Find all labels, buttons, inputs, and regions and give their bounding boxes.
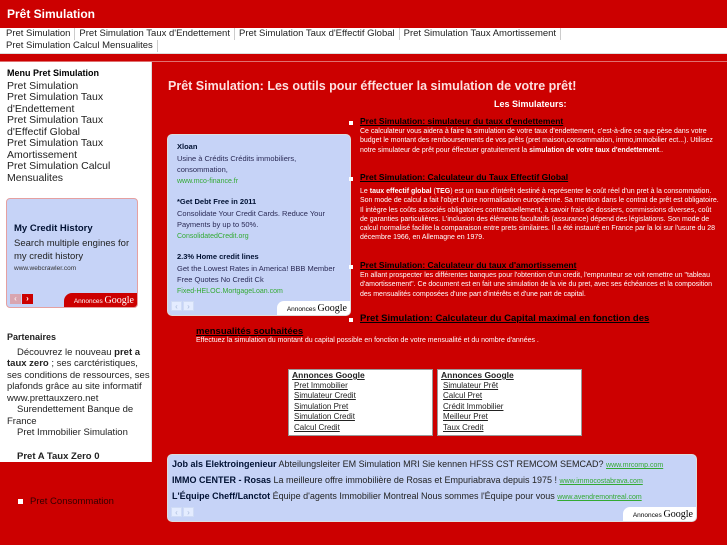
chevron-left-icon[interactable]: ‹ <box>171 507 182 517</box>
chevron-right-icon[interactable]: › <box>183 301 194 311</box>
ad-item-title[interactable]: Xloan <box>177 142 198 151</box>
link-unit-item[interactable]: Pret Immobilier <box>294 380 348 390</box>
google-logo: Google <box>317 303 347 314</box>
page-title: Prêt Simulation: Les outils pour éffectuer la simulation de votre prêt! <box>168 79 577 93</box>
link-unit-item[interactable]: Simulation Pret <box>294 401 349 411</box>
sidebar-item-calcul-mensualites[interactable]: Pret Simulation Calcul Mensualites <box>7 160 111 184</box>
simulator-teg-pre: Le <box>360 188 370 196</box>
main-ad-nav <box>171 301 195 312</box>
simulator-amortissement-link[interactable]: Pret Simulation: Calculateur du taux d'amortissement <box>360 261 720 270</box>
link-unit-heading[interactable]: Annonces Google <box>292 370 365 380</box>
ad-item-body: Consolidate Your Credit Cards. Reduce Your Payments by up to 50%. <box>177 208 326 229</box>
topnav-item-taux-amortissement[interactable]: Pret Simulation Taux Amortissement <box>404 28 561 40</box>
sidebar-item-taux-endettement[interactable]: Pret Simulation Taux d'Endettement <box>7 91 104 115</box>
partner-link-pret-immobilier[interactable]: Pret Immobilier Simulation <box>17 427 128 438</box>
sidebar-item-taux-effectif-global[interactable]: Pret Simulation Taux d'Effectif Global <box>7 114 104 138</box>
main-ad-unit <box>167 134 351 316</box>
link-unit-item[interactable]: Calcul Pret <box>443 391 483 400</box>
google-logo: Google <box>104 295 134 306</box>
chevron-right-icon[interactable]: › <box>183 507 194 517</box>
partners-intro <box>7 347 152 405</box>
sidebar-ad-body[interactable]: Search multiple engines for my credit history <box>14 238 130 262</box>
adchoices-badge[interactable] <box>623 507 696 521</box>
bottom-ad-body: Abteilungsleiter EM Simulation MRI Sie kennen HFSS CST REMCOM SEMCAD? <box>278 459 604 469</box>
bottom-ad-title[interactable]: IMMO CENTER - Rosas <box>172 475 272 485</box>
simulator-amortissement-desc: En allant prospecter les différentes banques pour l'obtention d'un credit, l'emprunteur se voit remettre un "tableau d'amortissement". Ce document est en fait une simulation de la vie du pret, avec ses échéances et la composition des mensualités composées d'une part d'intérêts et d'une part de capital. <box>360 272 713 298</box>
sidebar-item-pret-simulation[interactable]: Pret Simulation <box>7 79 79 92</box>
sidebar-ad-nav <box>10 293 34 304</box>
bottom-ad-nav <box>171 507 195 518</box>
bottom-ad-body: La meilleure offre immobilière de Rosas et Empuriabrava depuis 1975 ! <box>273 475 558 485</box>
bottom-ad-body: Équipe d'agents Immobilier Montreal Nous sommes l'Équipe pour vous <box>272 491 555 501</box>
sidebar <box>0 62 152 462</box>
adchoices-badge[interactable] <box>277 301 350 315</box>
simulator-teg-bold2: TEG <box>435 188 451 196</box>
ad-item-title[interactable]: 2.3% Home credit lines <box>177 252 259 261</box>
link-unit-item[interactable]: Simulation Credit <box>294 412 355 421</box>
simulator-teg <box>360 173 720 242</box>
adchoices-badge[interactable] <box>64 293 137 307</box>
ad-item-body: Usine à Crédits Crédits immobiliers, consommation, <box>177 153 297 174</box>
simulator-teg-mid: ( <box>431 188 436 196</box>
ad-item-body: Get the Lowest Rates in America! BBB Member Free Quotes No Credit Ck <box>177 263 335 284</box>
ad-tag-prefix: Annonces <box>286 306 316 313</box>
sidebar-ad-url[interactable]: www.webcrawler.com <box>14 265 77 272</box>
partners-title: Partenaires <box>7 332 57 342</box>
simulator-endettement-tail: .. <box>659 146 664 154</box>
pret-taux-zero-link[interactable]: pret a taux zero <box>7 346 141 369</box>
bottom-ad-url[interactable]: www.avendremontreal.com <box>557 494 642 501</box>
sidebar-item-taux-amortissement[interactable]: Pret Simulation Taux Amortissement <box>7 137 104 161</box>
top-nav <box>0 28 727 54</box>
pret-consommation-link[interactable]: Pret Consommation <box>18 496 114 507</box>
sidebar-menu <box>0 62 151 188</box>
bottom-ad-title[interactable]: L'Équipe Cheff/Lanctot <box>172 491 271 501</box>
google-logo: Google <box>663 509 693 520</box>
topnav-item-taux-endettement[interactable]: Pret Simulation Taux d'Endettement <box>79 28 235 40</box>
bottom-ad-url[interactable]: www.immocostabrava.com <box>559 478 643 485</box>
link-unit-heading[interactable]: Annonces Google <box>441 370 514 380</box>
link-unit-item[interactable]: Crédit Immobilier <box>443 401 504 411</box>
simulator-endettement-desc: Ce calculateur vous aidera à faire la simulation de votre taux d'endettement, c'est-à-dire ce que pèse dans votre budget le montant des remboursements de vos prêts (pret maison,consommation, immo,immobilier ect...). Utilisez notre simulateur de prêt pour éffectuer gratuitement la <box>360 128 713 154</box>
link-unit <box>437 369 582 436</box>
partner-link-pret-taux-zero[interactable]: Pret A Taux Zero 0 <box>17 450 100 462</box>
partner-link-surendettement[interactable]: Surendettement Banque de France <box>7 404 134 427</box>
chevron-right-icon[interactable]: › <box>22 294 33 304</box>
site-title[interactable]: Prêt Simulation <box>7 7 96 21</box>
link-unit-item[interactable]: Taux Credit <box>443 422 484 432</box>
partners-section <box>7 332 152 462</box>
ad-tag-prefix: Annonces <box>73 298 103 305</box>
sidebar-ad[interactable] <box>6 198 138 308</box>
ad-item-title[interactable]: *Get Debt Free in 2011 <box>177 197 257 206</box>
ad-item-url[interactable]: ConsolidatedCredit.org <box>177 232 249 240</box>
divider-bar <box>0 54 727 62</box>
link-unit-item[interactable]: Simulateur Credit <box>294 391 356 400</box>
link-unit-item[interactable]: Calcul Credit <box>294 422 340 432</box>
simulator-endettement-bold: simulation de votre taux d'endettement <box>529 146 660 154</box>
simulator-endettement-link[interactable]: Pret Simulation: simulateur du taux d'endettement <box>360 117 720 126</box>
topnav-item-calcul-mensualites[interactable]: Pret Simulation Calcul Mensualites <box>6 40 158 52</box>
bottom-ad-row[interactable] <box>172 459 663 469</box>
site-header <box>0 0 727 28</box>
ad-tag-prefix: Annonces <box>632 512 662 519</box>
bottom-ad-unit <box>167 454 697 522</box>
ad-item[interactable] <box>177 141 347 187</box>
simulator-teg-link[interactable]: Pret Simulation: Calculateur du Taux Effectif Global <box>360 173 720 182</box>
simulator-teg-bold1: taux effectif global <box>369 188 432 196</box>
simulator-capital-desc: Effectuez la simulation du montant du capital possible en fonction de votre mensualité et du nombre d'années . <box>196 337 539 344</box>
partners-intro-tail: ; ses carctéristiques, ses conditions de ressources, ses plafonds grâce au site informatif www.prettauxzero.net <box>7 358 150 404</box>
link-unit <box>288 369 433 436</box>
ad-item-url[interactable]: Fixed-HELOC.MortgageLoan.com <box>177 287 283 295</box>
topnav-item-taux-effectif-global[interactable]: Pret Simulation Taux d'Effectif Global <box>239 28 400 40</box>
bottom-ad-row[interactable] <box>172 491 642 501</box>
bottom-ad-title[interactable]: Job als Elektroingenieur <box>172 459 277 469</box>
simulator-teg-desc: ) est un taux d'intérêt destiné à représenter le coût réel d'un pret à la consommation. Son mode de calcul a fait l'objet d'une normalisation européenne. Sa mention dans le contrat de prêt est obligatoire. Il intègre les coûts associés obligatoires contractuellement, à savoir frais de dossiers, commissions diverses, coût de garanties particulières. L'inclusion des éléments facultatifs (assurance) dépend des législations. Son mode de calcul normalisé facilite la comparaison entre prets similaires. Il a été instauré en France par la loi sur l'usure du 28 décembre 1966, en Allemagne en 1979. <box>360 188 719 242</box>
link-unit-item[interactable]: Simulateur Prêt <box>443 380 499 390</box>
chevron-left-icon[interactable]: ‹ <box>171 301 182 311</box>
simulators-heading: Les Simulateurs: <box>494 99 567 109</box>
simulator-capital-link[interactable]: Pret Simulation: Calculateur du Capital maximal en fonction des <box>360 313 700 324</box>
ad-item[interactable] <box>177 251 347 297</box>
simulator-endettement <box>360 117 720 155</box>
ad-item-url[interactable]: www.mco-finance.fr <box>177 177 239 185</box>
sidebar-menu-title: Menu Pret Simulation <box>7 68 100 78</box>
link-unit-item[interactable]: Meilleur Pret <box>443 412 488 421</box>
ad-item[interactable] <box>177 196 347 242</box>
sidebar-ad-title[interactable]: My Credit History <box>14 223 93 234</box>
chevron-left-icon[interactable]: ‹ <box>10 294 21 304</box>
partners-intro-text: Découvrez le nouveau <box>17 346 115 358</box>
simulator-amortissement <box>360 261 720 299</box>
bottom-ad-row[interactable] <box>172 475 643 485</box>
bottom-ad-url[interactable]: www.mrcomp.com <box>606 462 664 469</box>
simulator-capital-link-cont[interactable]: mensualités souhaitées <box>196 326 304 337</box>
topnav-item-pret-simulation[interactable]: Pret Simulation <box>6 28 75 40</box>
